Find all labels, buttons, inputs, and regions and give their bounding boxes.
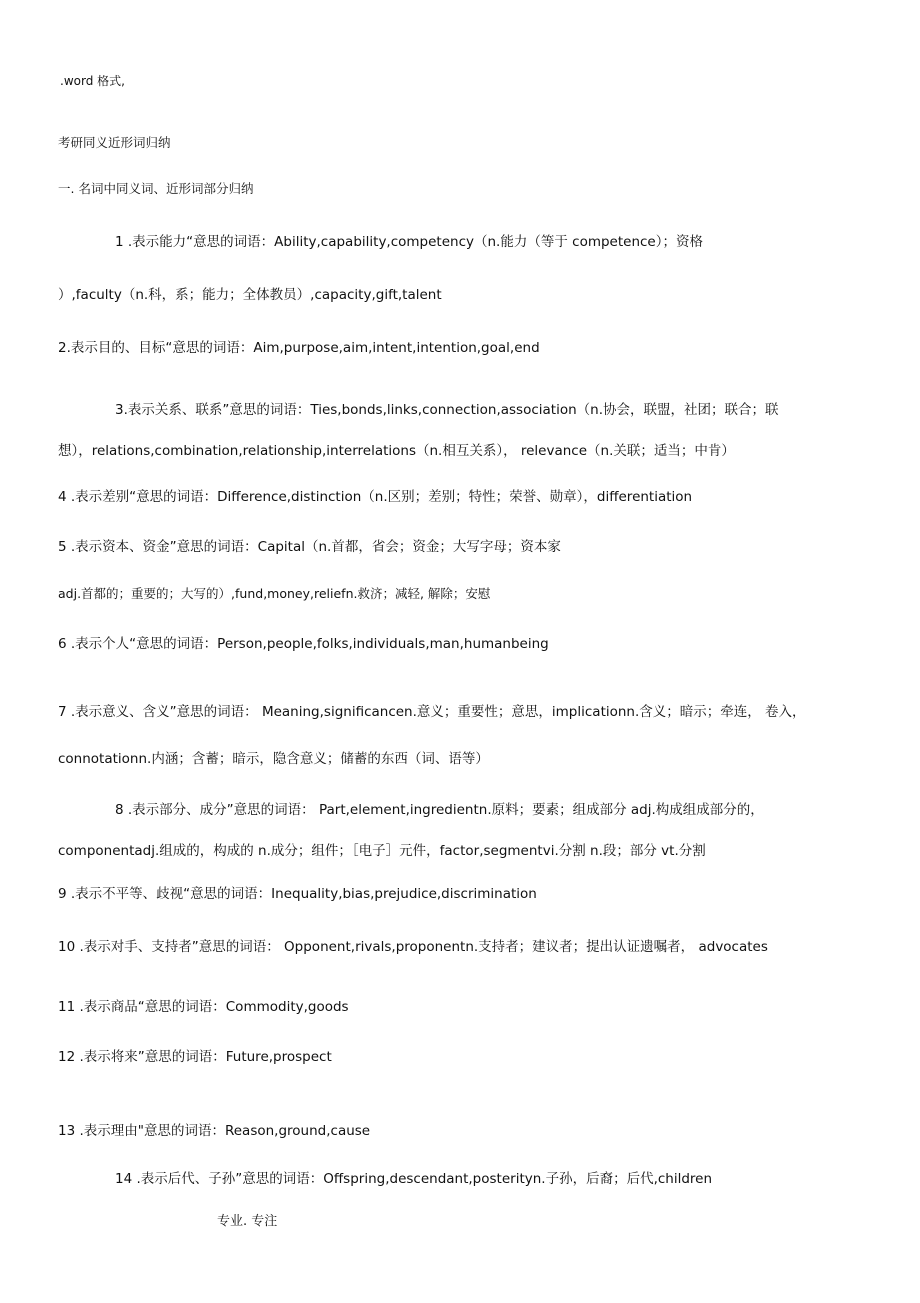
entry-7-line-2: connotationn.内涵；含蓄；暗示，隐含意义；储蓄的东西（词、语等） bbox=[58, 751, 489, 767]
entry-6: 6 .表示个人“意思的词语：Person,people,folks,individuals,man,humanbeing bbox=[58, 636, 549, 652]
entry-8-line-1: 8 .表示部分、成分”意思的词语： Part,element,ingredientn.原料；要素；组成部分 adj.构成组成部分的， bbox=[115, 802, 764, 818]
entry-4: 4 .表示差别“意思的词语：Difference,distinction（n.区别；差别；特性；荣誉、勋章），differentiation bbox=[58, 489, 693, 505]
entry-5-line-1: 5 .表示资本、资金”意思的词语：Capital（n.首都，省会；资金；大写字母；资本家 bbox=[58, 539, 561, 555]
entry-14: 14 .表示后代、子孙”意思的词语：Offspring,descendant,posterityn.子孙，后裔；后代,children bbox=[115, 1171, 713, 1187]
section-heading: 一. 名词中同义词、近形词部分归纳 bbox=[58, 181, 254, 196]
entry-1-line-2: ）,faculty（n.科，系；能力；全体教员）,capacity,gift,talent bbox=[58, 287, 442, 303]
entry-13: 13 .表示理由"意思的词语：Reason,ground,cause bbox=[58, 1123, 371, 1139]
entry-1-line-1: 1 .表示能力“意思的词语：Ability,capability,competency（n.能力（等于 competence）；资格 bbox=[115, 234, 703, 250]
entry-12: 12 .表示将来”意思的词语：Future,prospect bbox=[58, 1049, 332, 1065]
entry-9: 9 .表示不平等、歧视“意思的词语：Inequality,bias,prejudice,discrimination bbox=[58, 886, 537, 902]
entry-2: 2.表示目的、目标“意思的词语：Aim,purpose,aim,intent,intention,goal,end bbox=[58, 340, 540, 356]
entry-10: 10 .表示对手、支持者”意思的词语： Opponent,rivals,proponentn.支持者；建议者；提出认证遗嘱者， advocates bbox=[58, 939, 768, 955]
header-label: .word 格式, bbox=[60, 74, 125, 88]
entry-7-line-1: 7 .表示意义、含义”意思的词语： Meaning,significancen.意义；重要性；意思，implicationn.含义；暗示；牵连， 卷入， bbox=[58, 704, 806, 720]
entry-5-line-2: adj.首都的；重要的；大写的）,fund,money,reliefn.救济；减轻, 解除；安慰 bbox=[58, 586, 491, 601]
entry-3-line-2: 想），relations,combination,relationship,interrelations（n.相互关系）， relevance（n.关联；适当；中肯） bbox=[58, 443, 735, 459]
entry-8-line-2: componentadj.组成的，构成的 n.成分；组件；［电子］元件，factor,segmentvi.分割 n.段；部分 vt.分割 bbox=[58, 843, 706, 859]
entry-3-line-1: 3.表示关系、联系”意思的词语：Ties,bonds,links,connection,association（n.协会，联盟，社团；联合；联 bbox=[115, 402, 779, 418]
footer-label: 专业. 专注 bbox=[217, 1214, 278, 1229]
document-title: 考研同义近形词归纳 bbox=[58, 135, 171, 150]
entry-11: 11 .表示商品“意思的词语：Commodity,goods bbox=[58, 999, 349, 1015]
